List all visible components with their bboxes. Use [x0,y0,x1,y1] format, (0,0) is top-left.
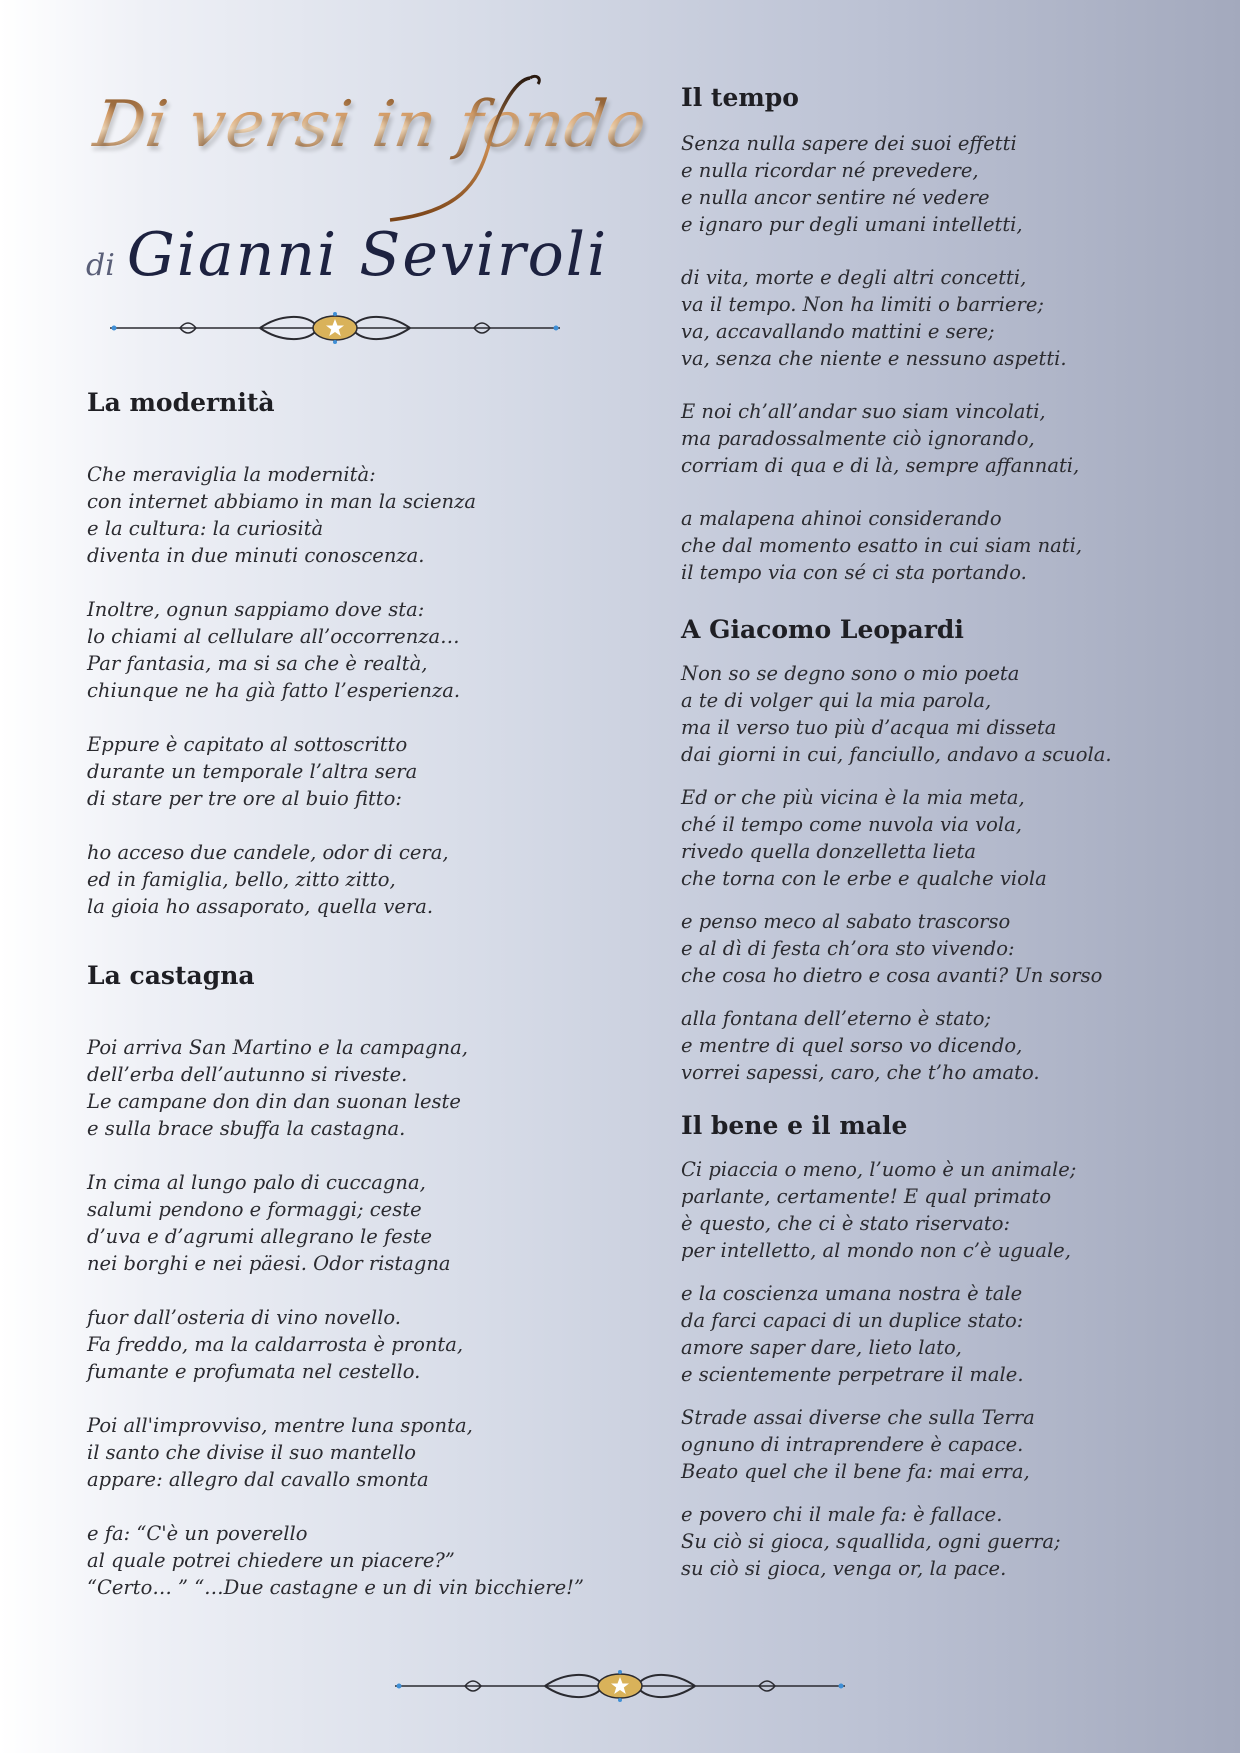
stanza [87,596,627,704]
verse-line: su ciò si gioca, venga or, la pace. [681,1557,1007,1580]
verse-line: ché il tempo come nuvola via vola, [681,813,1022,836]
verse-line: e mentre di quel sorso vo dicendo, [681,1034,1023,1057]
verse-line: d’uva e d’agrumi allegrano le feste [87,1225,433,1248]
verse-line: E noi ch’all’andar suo siam vincolati, [681,400,1046,423]
stanza [681,130,1221,238]
verse-line: Su ciò si gioca, squallida, ogni guerra; [681,1530,1061,1553]
author-line [86,220,608,290]
verse-line: e nulla ancor sentire né vedere [681,186,990,209]
verse-line: di vita, morte e degli altri concetti, [681,266,1027,289]
verse-line: e la cultura: la curiosità [87,517,324,540]
verse-line: e ignaro pur degli umani intelletti, [681,213,1023,236]
title-flourish [380,70,580,230]
verse-line: Che meraviglia la modernità: [87,463,376,486]
stanza [681,1404,1221,1485]
poem-il-bene-e-il-male [681,1108,1221,1582]
stanza [681,1501,1221,1582]
stanza [87,1034,627,1142]
verse-line: che torna con le erbe e qualche viola [681,867,1047,890]
verse-line: la gioia ho assaporato, quella vera. [87,895,434,918]
verse-line: da farci capaci di un duplice stato: [681,1309,1024,1332]
verse-line: In cima al lungo palo di cuccagna, [87,1171,426,1194]
verse-line: Senza nulla sapere dei suoi effetti [681,132,1017,155]
stanza [87,731,627,812]
verse-line: ed in famiglia, bello, zitto zitto, [87,868,396,891]
verse-line: Par fantasia, ma si sa che è realtà, [87,652,428,675]
poem-a-giacomo-leopardi [681,612,1221,1086]
divider-ornament-bottom [395,1668,845,1704]
verse-line: a malapena ahinoi considerando [681,507,1002,530]
poem-il-tempo [681,80,1221,586]
verse-line: salumi pendono e formaggi; ceste [87,1198,422,1221]
verse-line: Ci piaccia o meno, l’uomo è un animale; [681,1158,1077,1181]
stanza [87,461,627,569]
verse-line: e al dì di festa ch’ora sto vivendo: [681,937,1015,960]
verse-line: corriam di qua e di là, sempre affannati, [681,454,1080,477]
verse-line: fuor dall’osteria di vino novello. [87,1306,401,1329]
verse-line: durante un temporale l’altra sera [87,760,418,783]
right-column [681,80,1221,1582]
verse-line: al quale potrei chiedere un piacere?” [87,1549,455,1572]
poem-title: La castagna [87,961,255,990]
verse-line: va, accavallando mattini e sere; [681,320,995,343]
verse-line: che dal momento esatto in cui siam nati, [681,534,1083,557]
verse-line: va il tempo. Non ha limiti o barriere; [681,293,1044,316]
stanza [681,1156,1221,1264]
verse-line: che cosa ho dietro e cosa avanti? Un sorso [681,964,1103,987]
stanza [87,1520,627,1601]
verse-line: ho acceso due candele, odor di cera, [87,841,449,864]
verse-line: nei borghi e nei päesi. Odor ristagna [87,1252,451,1275]
verse-line: e nulla ricordar né prevedere, [681,159,979,182]
verse-line: appare: allegro dal cavallo smonta [87,1468,429,1491]
verse-line: e fa: “C'è un poverello [87,1522,308,1545]
poem-title: Il bene e il male [681,1111,908,1140]
verse-line: “Certo… ” “…Due castagne e un di vin bicchiere!” [87,1576,584,1599]
verse-line: ma paradossalmente ciò ignorando, [681,427,1035,450]
poem-title: La modernità [87,388,275,417]
left-column [87,385,627,1601]
verse-line: è questo, che ci è stato riservato: [681,1212,1011,1235]
poem-title: A Giacomo Leopardi [681,615,964,644]
verse-line: e scientemente perpetrare il male. [681,1363,1024,1386]
verse-line: il tempo via con sé ci sta portando. [681,561,1027,584]
verse-line: e penso meco al sabato trascorso [681,910,1011,933]
verse-line: ognuno di intraprendere è capace. [681,1433,1024,1456]
verse-line: Eppure è capitato al sottoscritto [87,733,408,756]
verse-line: Poi all'improvviso, mentre luna sponta, [87,1414,473,1437]
verse-line: e povero chi il male fa: è fallace. [681,1503,1003,1526]
verse-line: dell’erba dell’autunno si riveste. [87,1063,408,1086]
stanza [681,505,1221,586]
stanza [87,1304,627,1385]
verse-line: ma il verso tuo più d’acqua mi disseta [681,716,1057,739]
divider-ornament-top [110,310,560,346]
stanza [87,1169,627,1277]
verse-line: con internet abbiamo in man la scienza [87,490,477,513]
verse-line: dai giorni in cui, fanciullo, andavo a scuola. [681,743,1112,766]
poem-title: Il tempo [681,83,799,112]
verse-line: Le campane don din dan suonan leste [87,1090,461,1113]
verse-line: amore saper dare, lieto lato, [681,1336,962,1359]
verse-line: e la coscienza umana nostra è tale [681,1282,1023,1305]
poem-la-modernita [87,385,627,920]
verse-line: a te di volger qui la mia parola, [681,689,992,712]
verse-line: Inoltre, ognun sappiamo dove sta: [87,598,425,621]
stanza [681,398,1221,479]
verse-line: chiunque ne ha già fatto l’esperienza. [87,679,461,702]
verse-line: diventa in due minuti conoscenza. [87,544,425,567]
stanza [681,264,1221,372]
stanza [87,839,627,920]
verse-line: parlante, certamente! E qual primato [681,1185,1052,1208]
stanza [681,660,1221,768]
verse-line: lo chiami al cellulare all’occorrenza… [87,625,460,648]
verse-line: il santo che divise il suo mantello [87,1441,417,1464]
author-prefix: di [86,248,115,283]
verse-line: Fa freddo, ma la caldarrosta è pronta, [87,1333,464,1356]
verse-line: Beato quel che il bene fa: mai erra, [681,1460,1030,1483]
verse-line: per intelletto, al mondo non c’è uguale, [681,1239,1071,1262]
poem-la-castagna [87,958,627,1601]
author-name: Gianni Seviroli [126,220,609,290]
verse-line: Non so se degno sono o mio poeta [681,662,1020,685]
verse-line: di stare per tre ore al buio fitto: [87,787,402,810]
stanza [681,908,1221,989]
verse-line: Poi arriva San Martino e la campagna, [87,1036,468,1059]
stanza [681,784,1221,892]
masthead [80,70,652,340]
verse-line: vorrei sapessi, caro, che t’ho amato. [681,1061,1040,1084]
stanza [87,1412,627,1493]
verse-line: e sulla brace sbuffa la castagna. [87,1117,406,1140]
stanza [681,1005,1221,1086]
verse-line: rivedo quella donzelletta lieta [681,840,976,863]
verse-line: va, senza che niente e nessuno aspetti. [681,347,1067,370]
verse-line: Ed or che più vicina è la mia meta, [681,786,1025,809]
verse-line: Strade assai diverse che sulla Terra [681,1406,1035,1429]
book-title: Di versi in fondo [88,88,652,162]
verse-line: fumante e profumata nel cestello. [87,1360,421,1383]
verse-line: alla fontana dell’eterno è stato; [681,1007,992,1030]
stanza [681,1280,1221,1388]
